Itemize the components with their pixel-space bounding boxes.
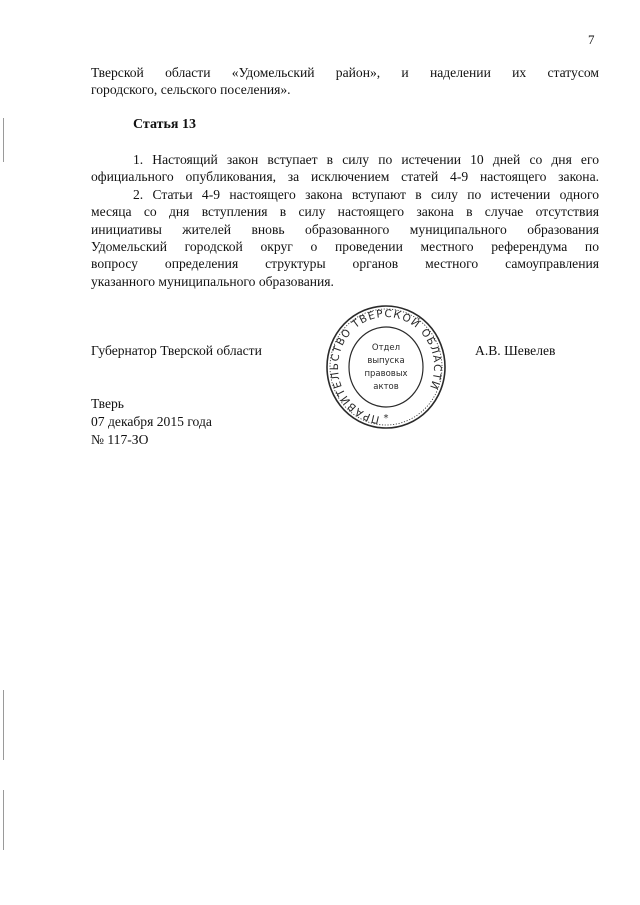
paragraph-line: 2. Статьи 4-9 настоящего закона вступают в силу по истечении одного xyxy=(133,186,599,202)
official-seal xyxy=(325,303,447,431)
seal-ring-text: ПРАВИТЕЛЬСТВО ТВЕРСКОЙ ОБЛАСТИ xyxy=(328,307,444,426)
document-footer xyxy=(91,395,212,449)
paragraph-line: официального опубликования, за исключением статей 4-9 настоящего закона. xyxy=(91,169,599,185)
footer-number: № 117-ЗО xyxy=(91,432,149,447)
seal-inner-ring xyxy=(349,327,423,407)
paragraph-line: вопросу определения структуры органов местного самоуправления xyxy=(91,256,599,272)
intro-line: Тверской области «Удомельский район», и наделении их статусом xyxy=(91,65,599,80)
footer-date: 07 декабря 2015 года xyxy=(91,414,212,429)
paragraph-line: указанного муниципального образования. xyxy=(91,273,334,289)
intro-line: городского, сельского поселения». xyxy=(91,82,291,98)
seal-center-line: выпуска xyxy=(367,356,405,366)
scan-edge-mark xyxy=(3,690,4,760)
paragraph-line: месяца со дня вступления в силу настоящего закона в случае отсутствия xyxy=(91,204,599,220)
seal-center-line: Отдел xyxy=(371,343,401,353)
paragraph-line: 1. Настоящий закон вступает в силу по истечении 10 дней со дня его xyxy=(133,152,599,167)
seal-center-line: правовых xyxy=(364,369,408,379)
scan-edge-mark xyxy=(3,118,4,162)
footer-city: Тверь xyxy=(91,396,124,411)
seal-graphic xyxy=(325,303,447,431)
paragraph-line: инициативы жителей вновь образованного муниципального образования xyxy=(91,221,599,237)
paragraph-line: Удомельский городской округ о проведении местного референдума по xyxy=(91,239,599,255)
intro-paragraph xyxy=(91,64,599,99)
seal-center-line: актов xyxy=(373,382,399,392)
article-body xyxy=(91,151,599,290)
page-number: 7 xyxy=(588,32,595,47)
signatory-title: Губернатор Тверской области xyxy=(91,343,262,358)
signatory-name: А.В. Шевелев xyxy=(475,343,556,358)
seal-star: * xyxy=(383,413,389,424)
seal-outer-ring xyxy=(327,306,445,428)
scan-edge-mark xyxy=(3,790,4,850)
article-heading: Статья 13 xyxy=(133,117,196,132)
